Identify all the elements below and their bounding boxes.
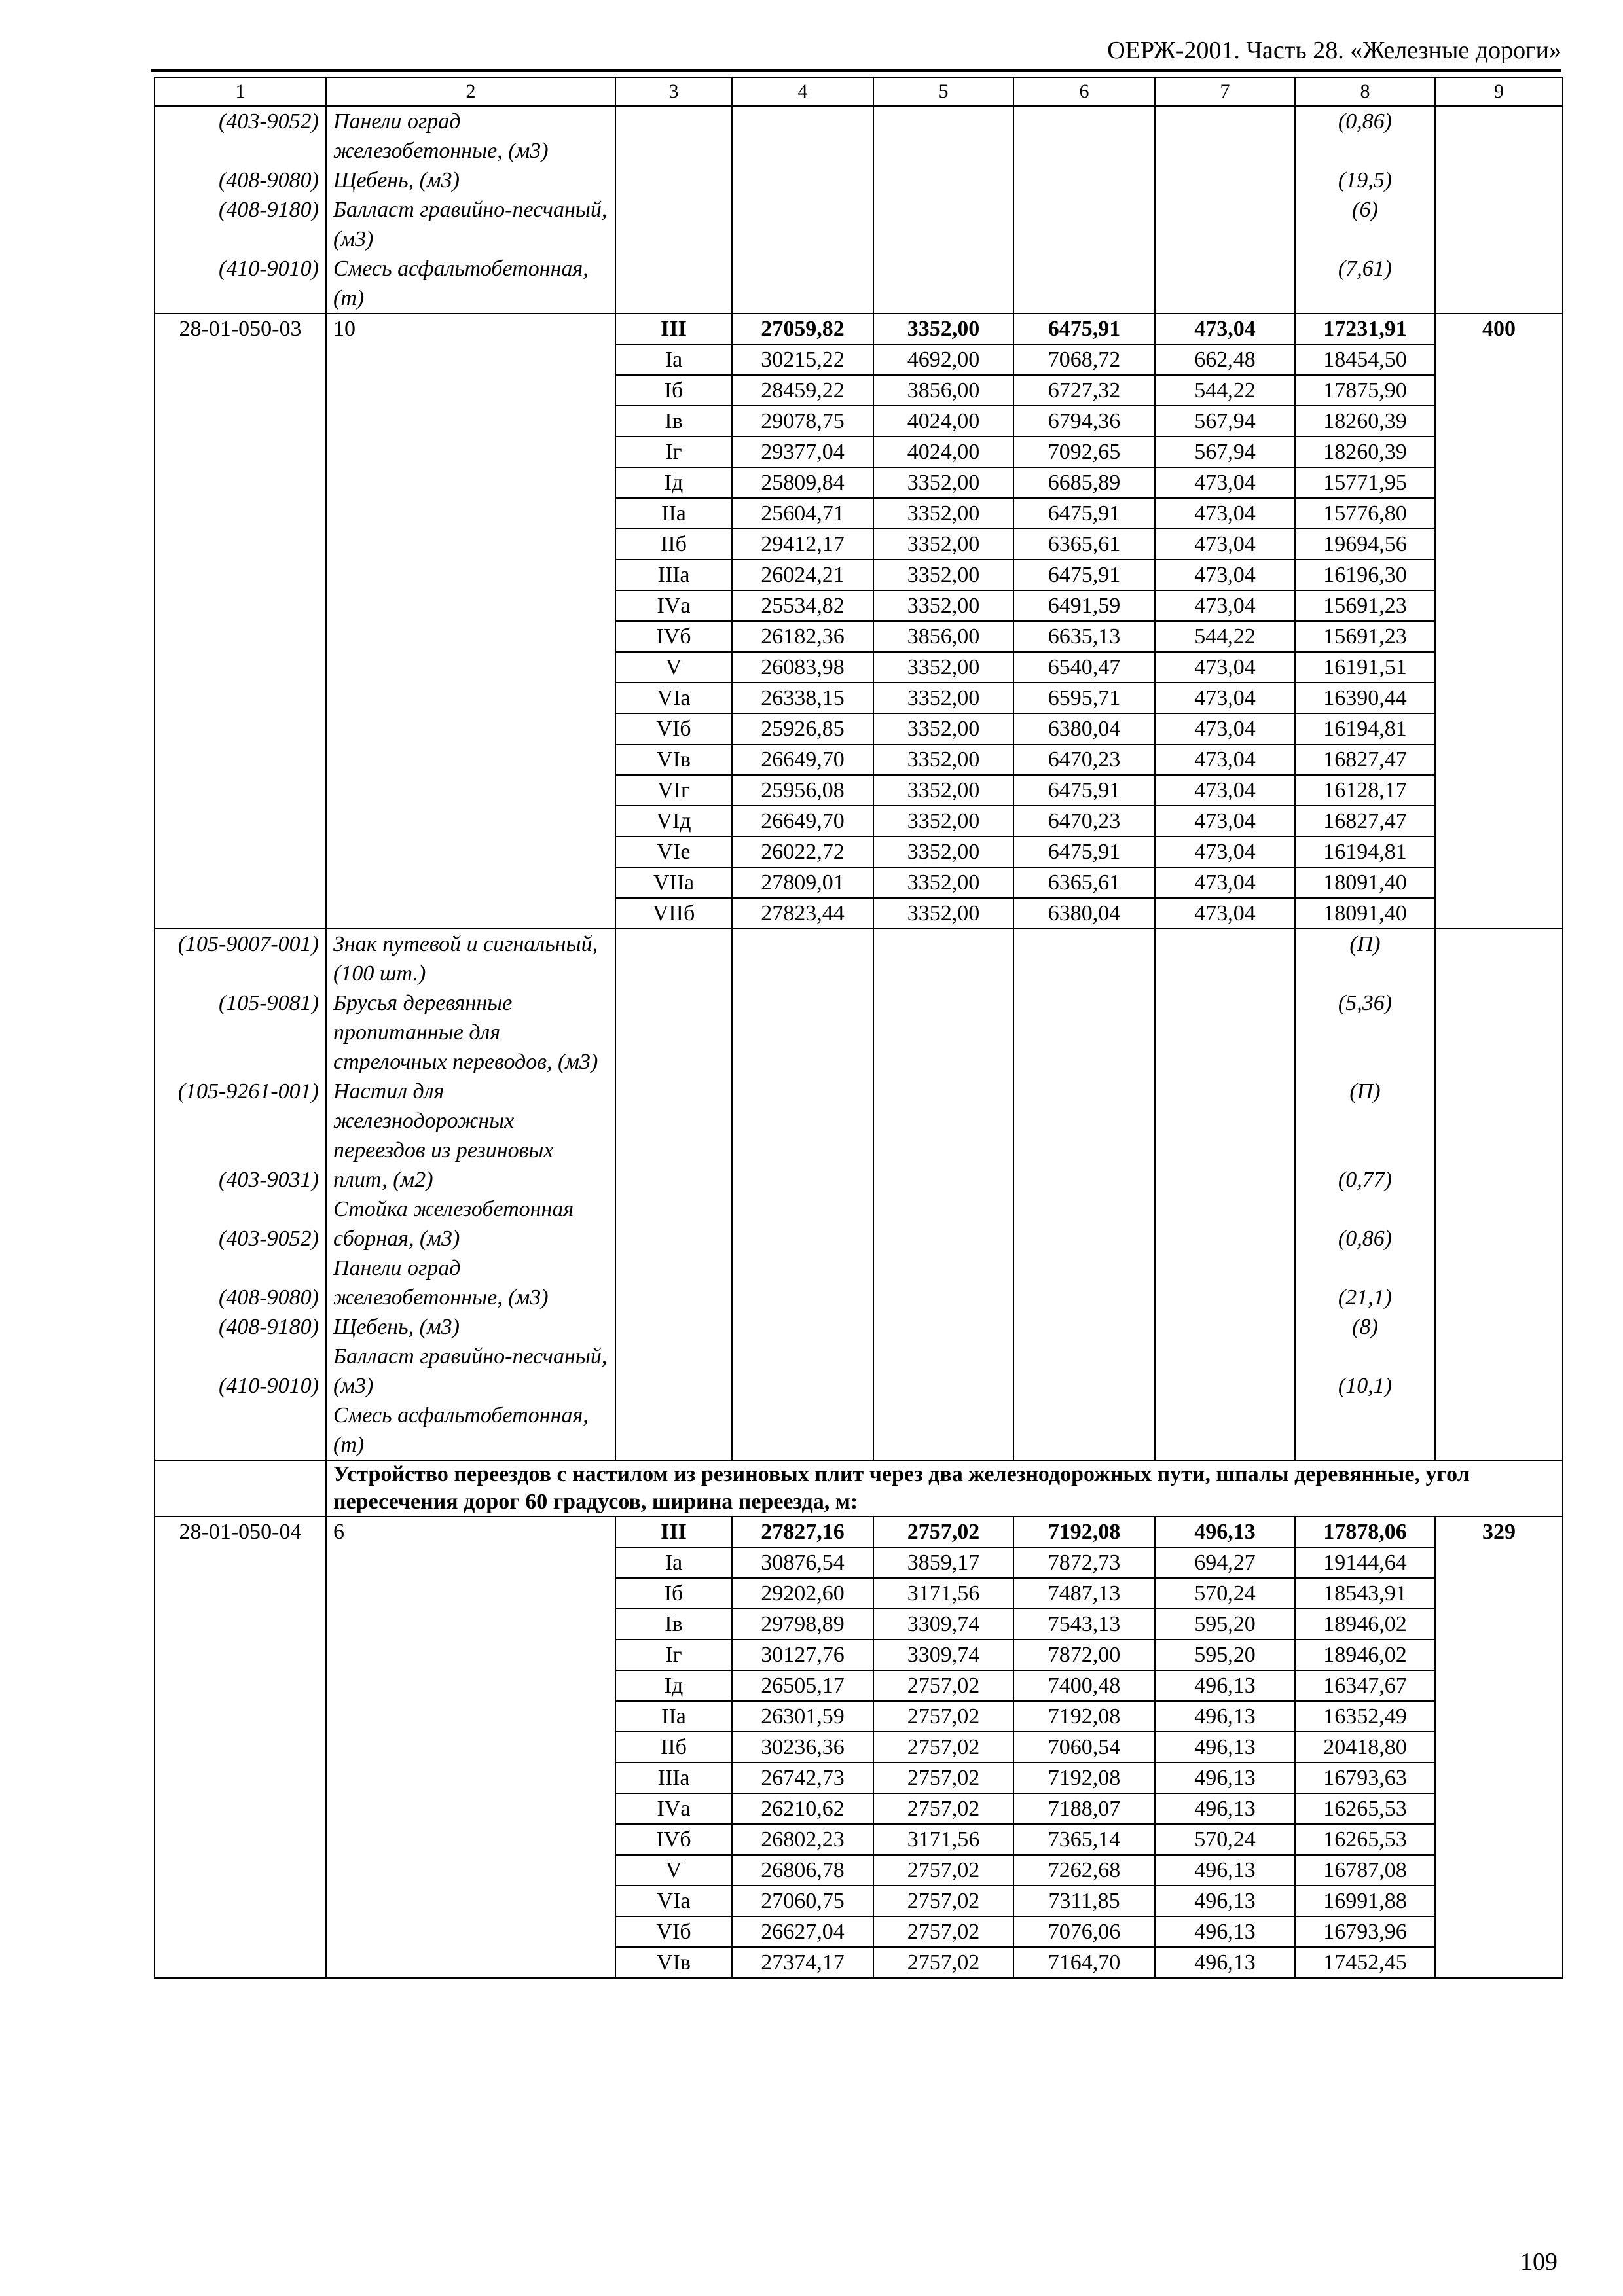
material-code: (408-9180) xyxy=(219,1315,319,1339)
price-value: 15771,95 xyxy=(1295,467,1435,498)
price-value: 7192,08 xyxy=(1013,1516,1155,1547)
material-qty: (7,61) xyxy=(1338,257,1393,281)
price-value: 20418,80 xyxy=(1295,1732,1435,1763)
price-value: 3859,17 xyxy=(873,1547,1013,1578)
price-value: 662,48 xyxy=(1155,344,1295,375)
price-table xyxy=(154,77,1563,1979)
price-value: 27060,75 xyxy=(732,1886,873,1916)
price-value: 3352,00 xyxy=(873,560,1013,590)
column-number: 7 xyxy=(1155,77,1295,106)
material-qty: (П) xyxy=(1349,932,1381,956)
price-value: 27374,17 xyxy=(732,1947,873,1978)
price-value: 3309,74 xyxy=(873,1640,1013,1670)
price-value: 473,04 xyxy=(1155,529,1295,560)
price-value: 6380,04 xyxy=(1013,713,1155,744)
price-value: 6470,23 xyxy=(1013,744,1155,775)
price-value: 16390,44 xyxy=(1295,683,1435,713)
material-code: (403-9052) xyxy=(219,1227,319,1251)
material-block xyxy=(155,106,1563,314)
price-value: 17231,91 xyxy=(1295,314,1435,344)
column-number: 6 xyxy=(1013,77,1155,106)
price-value: 26649,70 xyxy=(732,806,873,836)
price-value: 3352,00 xyxy=(873,713,1013,744)
price-value: 7872,00 xyxy=(1013,1640,1155,1670)
price-value: 19144,64 xyxy=(1295,1547,1435,1578)
territory-category: VIв xyxy=(615,1947,732,1978)
territory-category: IVб xyxy=(615,621,732,652)
territory-category: VIе xyxy=(615,836,732,867)
price-value: 30236,36 xyxy=(732,1732,873,1763)
column-number: 9 xyxy=(1435,77,1563,106)
price-value: 26505,17 xyxy=(732,1670,873,1701)
price-value: 16827,47 xyxy=(1295,806,1435,836)
price-value: 29412,17 xyxy=(732,529,873,560)
price-value: 7400,48 xyxy=(1013,1670,1155,1701)
price-value: 7192,08 xyxy=(1013,1701,1155,1732)
territory-category: Iд xyxy=(615,1670,732,1701)
price-value: 29202,60 xyxy=(732,1578,873,1609)
territory-category: Iд xyxy=(615,467,732,498)
price-value: 29798,89 xyxy=(732,1609,873,1640)
price-value: 7311,85 xyxy=(1013,1886,1155,1916)
price-value: 16191,51 xyxy=(1295,652,1435,683)
price-value: 473,04 xyxy=(1155,652,1295,683)
price-value: 26210,62 xyxy=(732,1793,873,1824)
price-value: 17452,45 xyxy=(1295,1947,1435,1978)
section-heading-row xyxy=(155,1460,1563,1516)
price-value: 26802,23 xyxy=(732,1824,873,1855)
price-value: 6365,61 xyxy=(1013,529,1155,560)
price-value: 496,13 xyxy=(1155,1763,1295,1793)
price-value: 2757,02 xyxy=(873,1516,1013,1547)
material-name: Стойка железобетонная сборная, (м3) xyxy=(333,1197,574,1251)
territory-category: Iа xyxy=(615,344,732,375)
page-header-title: ОЕРЖ-2001. Часть 28. «Железные дороги» xyxy=(1107,37,1561,64)
price-value: 3352,00 xyxy=(873,467,1013,498)
price-value: 16787,08 xyxy=(1295,1855,1435,1886)
price-value: 30876,54 xyxy=(732,1547,873,1578)
price-value: 6475,91 xyxy=(1013,836,1155,867)
price-value: 7092,65 xyxy=(1013,437,1155,467)
price-value: 26742,73 xyxy=(732,1763,873,1793)
material-qty: (5,36) xyxy=(1338,991,1393,1015)
material-code: (105-9261-001) xyxy=(177,1079,319,1103)
territory-category: Iв xyxy=(615,1609,732,1640)
price-value: 473,04 xyxy=(1155,806,1295,836)
price-value: 27059,82 xyxy=(732,314,873,344)
territory-category: IIIа xyxy=(615,1763,732,1793)
price-value: 4692,00 xyxy=(873,344,1013,375)
price-value: 570,24 xyxy=(1155,1578,1295,1609)
item-parameter: 10 xyxy=(326,314,615,929)
price-value: 18946,02 xyxy=(1295,1609,1435,1640)
price-value: 28459,22 xyxy=(732,375,873,406)
price-value: 7487,13 xyxy=(1013,1578,1155,1609)
price-value: 544,22 xyxy=(1155,375,1295,406)
column-number: 2 xyxy=(326,77,615,106)
price-value: 496,13 xyxy=(1155,1701,1295,1732)
price-value: 7872,73 xyxy=(1013,1547,1155,1578)
territory-category: VIв xyxy=(615,744,732,775)
price-value: 17878,06 xyxy=(1295,1516,1435,1547)
territory-category: IVб xyxy=(615,1824,732,1855)
price-value: 18260,39 xyxy=(1295,406,1435,437)
price-value: 26083,98 xyxy=(732,652,873,683)
material-code-cell xyxy=(155,929,326,1460)
material-block xyxy=(155,929,1563,1460)
material-name: Брусья деревянные пропитанные для стрелочных переводов, (м3) xyxy=(333,991,598,1074)
price-value: 27827,16 xyxy=(732,1516,873,1547)
territory-category: IIа xyxy=(615,1701,732,1732)
price-value: 473,04 xyxy=(1155,560,1295,590)
territory-category: VIд xyxy=(615,806,732,836)
territory-category: III xyxy=(615,1516,732,1547)
price-value: 496,13 xyxy=(1155,1886,1295,1916)
price-value: 473,04 xyxy=(1155,775,1295,806)
territory-category: Iа xyxy=(615,1547,732,1578)
price-value: 4024,00 xyxy=(873,406,1013,437)
price-value: 18260,39 xyxy=(1295,437,1435,467)
empty-cell xyxy=(1435,929,1563,1460)
price-value: 16793,96 xyxy=(1295,1916,1435,1947)
price-value: 7060,54 xyxy=(1013,1732,1155,1763)
material-code: (408-9180) xyxy=(219,198,319,222)
price-value: 6595,71 xyxy=(1013,683,1155,713)
price-value: 2757,02 xyxy=(873,1916,1013,1947)
territory-category: Iб xyxy=(615,1578,732,1609)
price-value: 16352,49 xyxy=(1295,1701,1435,1732)
material-qty: (19,5) xyxy=(1338,168,1393,192)
price-value: 18091,40 xyxy=(1295,898,1435,929)
price-value: 3856,00 xyxy=(873,621,1013,652)
price-value: 26649,70 xyxy=(732,744,873,775)
price-value: 30215,22 xyxy=(732,344,873,375)
material-code: (410-9010) xyxy=(219,257,319,281)
territory-category: VIб xyxy=(615,713,732,744)
price-value: 496,13 xyxy=(1155,1855,1295,1886)
price-value: 7262,68 xyxy=(1013,1855,1155,1886)
material-qty: (0,86) xyxy=(1338,109,1393,134)
price-value: 496,13 xyxy=(1155,1516,1295,1547)
material-qty: (6) xyxy=(1352,198,1378,222)
price-value: 6685,89 xyxy=(1013,467,1155,498)
price-value: 473,04 xyxy=(1155,467,1295,498)
price-value: 6491,59 xyxy=(1013,590,1155,621)
price-value: 567,94 xyxy=(1155,406,1295,437)
material-code: (105-9007-001) xyxy=(177,932,319,956)
header-rule xyxy=(151,69,1561,72)
column-number-row xyxy=(155,77,1563,106)
price-value: 26627,04 xyxy=(732,1916,873,1947)
price-value: 6475,91 xyxy=(1013,560,1155,590)
price-value: 19694,56 xyxy=(1295,529,1435,560)
material-qty: (0,86) xyxy=(1338,1227,1393,1251)
price-value: 25534,82 xyxy=(732,590,873,621)
price-value: 3171,56 xyxy=(873,1578,1013,1609)
price-value: 18454,50 xyxy=(1295,344,1435,375)
price-value: 3352,00 xyxy=(873,867,1013,898)
table-row xyxy=(155,314,1563,344)
material-code: (403-9031) xyxy=(219,1168,319,1192)
price-value: 496,13 xyxy=(1155,1916,1295,1947)
material-qty: (П) xyxy=(1349,1079,1381,1103)
empty-cell xyxy=(1013,929,1155,1460)
price-value: 25926,85 xyxy=(732,713,873,744)
empty-cell xyxy=(1155,929,1295,1460)
price-value: 27823,44 xyxy=(732,898,873,929)
item-code: 28-01-050-04 xyxy=(155,1516,326,1978)
price-value: 16265,53 xyxy=(1295,1824,1435,1855)
material-name: Балласт гравийно-песчаный, (м3) xyxy=(333,1344,608,1398)
material-code: (408-9080) xyxy=(219,168,319,192)
price-value: 694,27 xyxy=(1155,1547,1295,1578)
material-name: Балласт гравийно-песчаный, (м3) xyxy=(333,198,608,251)
territory-category: Iв xyxy=(615,406,732,437)
item-parameter: 6 xyxy=(326,1516,615,1978)
price-value: 16991,88 xyxy=(1295,1886,1435,1916)
price-value: 26301,59 xyxy=(732,1701,873,1732)
material-qty: (10,1) xyxy=(1338,1374,1393,1398)
column-number: 5 xyxy=(873,77,1013,106)
territory-category: VIа xyxy=(615,1886,732,1916)
price-value: 473,04 xyxy=(1155,713,1295,744)
price-value: 473,04 xyxy=(1155,867,1295,898)
price-value: 3352,00 xyxy=(873,529,1013,560)
price-value: 27809,01 xyxy=(732,867,873,898)
column-number: 4 xyxy=(732,77,873,106)
price-value: 2757,02 xyxy=(873,1947,1013,1978)
price-value: 3352,00 xyxy=(873,898,1013,929)
price-value: 3352,00 xyxy=(873,806,1013,836)
material-code: (105-9081) xyxy=(219,991,319,1015)
price-value: 3352,00 xyxy=(873,836,1013,867)
item-code: 28-01-050-03 xyxy=(155,314,326,929)
price-value: 6380,04 xyxy=(1013,898,1155,929)
territory-category: IIа xyxy=(615,498,732,529)
price-value: 496,13 xyxy=(1155,1670,1295,1701)
price-value: 2757,02 xyxy=(873,1886,1013,1916)
empty-cell xyxy=(155,1460,326,1516)
price-value: 570,24 xyxy=(1155,1824,1295,1855)
material-qty: (0,77) xyxy=(1338,1168,1393,1192)
material-code: (410-9010) xyxy=(219,1374,319,1398)
territory-category: VIб xyxy=(615,1916,732,1947)
price-value: 595,20 xyxy=(1155,1609,1295,1640)
material-qty-cell xyxy=(1295,106,1435,314)
price-value: 496,13 xyxy=(1155,1732,1295,1763)
empty-cell xyxy=(1435,106,1563,314)
price-value: 473,04 xyxy=(1155,314,1295,344)
price-value: 29078,75 xyxy=(732,406,873,437)
material-qty: (21,1) xyxy=(1338,1285,1393,1310)
material-qty: (8) xyxy=(1352,1315,1378,1339)
price-value: 3352,00 xyxy=(873,744,1013,775)
price-value: 595,20 xyxy=(1155,1640,1295,1670)
price-value: 26806,78 xyxy=(732,1855,873,1886)
price-value: 6475,91 xyxy=(1013,314,1155,344)
empty-cell xyxy=(873,106,1013,314)
price-value: 567,94 xyxy=(1155,437,1295,467)
price-value: 3352,00 xyxy=(873,498,1013,529)
price-value: 16265,53 xyxy=(1295,1793,1435,1824)
material-qty-cell xyxy=(1295,929,1435,1460)
price-value: 7164,70 xyxy=(1013,1947,1155,1978)
table-row xyxy=(155,1516,1563,1547)
price-value: 473,04 xyxy=(1155,898,1295,929)
labor-value: 400 xyxy=(1435,314,1563,929)
price-value: 18543,91 xyxy=(1295,1578,1435,1609)
price-value: 6365,61 xyxy=(1013,867,1155,898)
price-value: 6540,47 xyxy=(1013,652,1155,683)
price-value: 496,13 xyxy=(1155,1793,1295,1824)
price-value: 473,04 xyxy=(1155,836,1295,867)
material-name: Знак путевой и сигнальный, (100 шт.) xyxy=(333,932,598,986)
price-value: 7192,08 xyxy=(1013,1763,1155,1793)
column-number: 3 xyxy=(615,77,732,106)
price-value: 6470,23 xyxy=(1013,806,1155,836)
price-value: 26022,72 xyxy=(732,836,873,867)
territory-category: V xyxy=(615,1855,732,1886)
price-value: 16793,63 xyxy=(1295,1763,1435,1793)
price-value: 26024,21 xyxy=(732,560,873,590)
material-name: Панели оград железобетонные, (м3) xyxy=(333,109,549,163)
material-code: (403-9052) xyxy=(219,109,319,134)
material-name: Панели оград железобетонные, (м3) xyxy=(333,1256,549,1310)
price-value: 3309,74 xyxy=(873,1609,1013,1640)
price-value: 16194,81 xyxy=(1295,836,1435,867)
territory-category: IVа xyxy=(615,1793,732,1824)
territory-category: Iг xyxy=(615,437,732,467)
price-value: 544,22 xyxy=(1155,621,1295,652)
territory-category: III xyxy=(615,314,732,344)
price-value: 18091,40 xyxy=(1295,867,1435,898)
price-value: 16128,17 xyxy=(1295,775,1435,806)
price-value: 16196,30 xyxy=(1295,560,1435,590)
material-name-cell xyxy=(326,929,615,1460)
material-name-cell xyxy=(326,106,615,314)
price-value: 3352,00 xyxy=(873,652,1013,683)
material-name: Смесь асфальтобетонная, (т) xyxy=(333,257,589,310)
price-value: 17875,90 xyxy=(1295,375,1435,406)
price-value: 6635,13 xyxy=(1013,621,1155,652)
column-number: 8 xyxy=(1295,77,1435,106)
empty-cell xyxy=(615,106,732,314)
price-value: 25809,84 xyxy=(732,467,873,498)
price-value: 6475,91 xyxy=(1013,775,1155,806)
empty-cell xyxy=(873,929,1013,1460)
price-value: 2757,02 xyxy=(873,1732,1013,1763)
material-code-cell xyxy=(155,106,326,314)
price-value: 473,04 xyxy=(1155,683,1295,713)
price-value: 25956,08 xyxy=(732,775,873,806)
material-name: Настил для железнодорожных переездов из резиновых плит, (м2) xyxy=(333,1079,554,1192)
empty-cell xyxy=(1013,106,1155,314)
empty-cell xyxy=(1155,106,1295,314)
territory-category: VIг xyxy=(615,775,732,806)
price-value: 2757,02 xyxy=(873,1763,1013,1793)
price-value: 26182,36 xyxy=(732,621,873,652)
territory-category: IIб xyxy=(615,1732,732,1763)
territory-category: Iг xyxy=(615,1640,732,1670)
price-value: 3352,00 xyxy=(873,590,1013,621)
price-value: 15691,23 xyxy=(1295,590,1435,621)
price-value: 496,13 xyxy=(1155,1947,1295,1978)
territory-category: IVа xyxy=(615,590,732,621)
price-value: 7543,13 xyxy=(1013,1609,1155,1640)
territory-category: VIа xyxy=(615,683,732,713)
price-value: 6727,32 xyxy=(1013,375,1155,406)
price-value: 29377,04 xyxy=(732,437,873,467)
material-name: Щебень, (м3) xyxy=(333,168,460,192)
territory-category: VIIб xyxy=(615,898,732,929)
price-value: 473,04 xyxy=(1155,744,1295,775)
price-value: 25604,71 xyxy=(732,498,873,529)
price-value: 6475,91 xyxy=(1013,498,1155,529)
price-value: 6794,36 xyxy=(1013,406,1155,437)
price-value: 2757,02 xyxy=(873,1701,1013,1732)
territory-category: IIб xyxy=(615,529,732,560)
price-value: 16194,81 xyxy=(1295,713,1435,744)
price-value: 3352,00 xyxy=(873,775,1013,806)
price-value: 2757,02 xyxy=(873,1670,1013,1701)
territory-category: IIIа xyxy=(615,560,732,590)
price-value: 3352,00 xyxy=(873,683,1013,713)
price-value: 30127,76 xyxy=(732,1640,873,1670)
price-value: 26338,15 xyxy=(732,683,873,713)
territory-category: VIIа xyxy=(615,867,732,898)
empty-cell xyxy=(732,929,873,1460)
empty-cell xyxy=(615,929,732,1460)
price-value: 3171,56 xyxy=(873,1824,1013,1855)
price-value: 7076,06 xyxy=(1013,1916,1155,1947)
column-number: 1 xyxy=(155,77,326,106)
price-value: 473,04 xyxy=(1155,590,1295,621)
price-value: 15776,80 xyxy=(1295,498,1435,529)
material-code: (408-9080) xyxy=(219,1285,319,1310)
price-value: 7068,72 xyxy=(1013,344,1155,375)
empty-cell xyxy=(732,106,873,314)
page-number: 109 xyxy=(1520,2248,1558,2276)
labor-value: 329 xyxy=(1435,1516,1563,1978)
price-value: 2757,02 xyxy=(873,1793,1013,1824)
price-value: 18946,02 xyxy=(1295,1640,1435,1670)
price-value: 3856,00 xyxy=(873,375,1013,406)
price-value: 473,04 xyxy=(1155,498,1295,529)
material-name: Щебень, (м3) xyxy=(333,1315,460,1339)
price-value: 16827,47 xyxy=(1295,744,1435,775)
material-name: Смесь асфальтобетонная, (т) xyxy=(333,1403,589,1457)
price-value: 16347,67 xyxy=(1295,1670,1435,1701)
price-value: 7188,07 xyxy=(1013,1793,1155,1824)
price-value: 4024,00 xyxy=(873,437,1013,467)
price-value: 3352,00 xyxy=(873,314,1013,344)
territory-category: Iб xyxy=(615,375,732,406)
section-heading: Устройство переездов с настилом из резиновых плит через два железнодорожных пути, шпалы деревянные, угол пересечения дорог 60 градусов, ширина переезда, м: xyxy=(326,1460,1563,1516)
territory-category: V xyxy=(615,652,732,683)
price-value: 15691,23 xyxy=(1295,621,1435,652)
price-value: 2757,02 xyxy=(873,1855,1013,1886)
price-value: 7365,14 xyxy=(1013,1824,1155,1855)
